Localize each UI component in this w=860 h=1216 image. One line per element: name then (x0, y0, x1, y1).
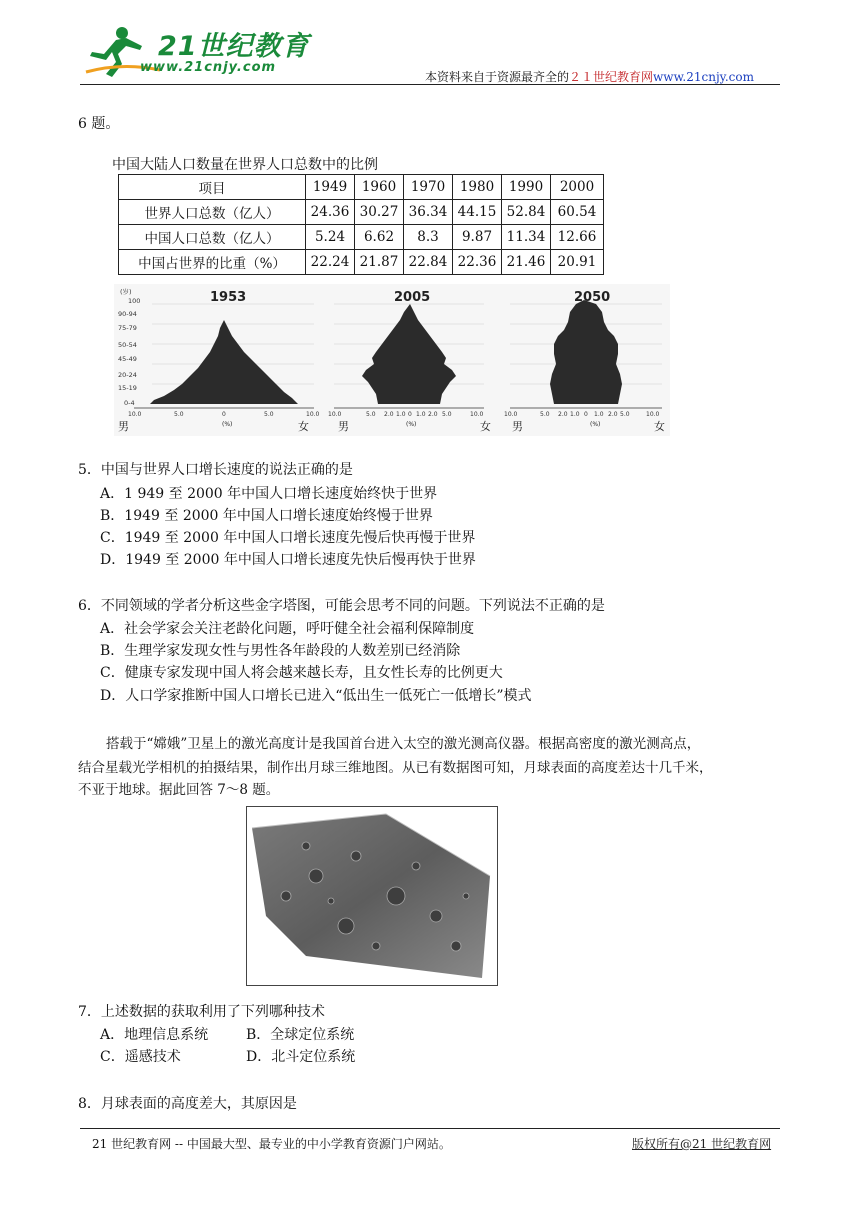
passage-line-3: 不亚于地球。据此回答 7～8 题。 (78, 782, 280, 798)
table-cell: 52.84 (502, 200, 551, 225)
q6-option-c[interactable]: C．健康专家发现中国人将会越来越长寿，且女性长寿的比例更大 (100, 665, 503, 681)
moon-3d-map-image (246, 806, 498, 986)
q7-stem: 7．上述数据的获取利用了下列哪种技术 (78, 1004, 325, 1020)
table-cell: 11.34 (502, 225, 551, 250)
population-pyramids (114, 284, 670, 436)
x-tick: 10.0 (646, 411, 660, 418)
pct-label: (%) (590, 421, 601, 428)
table-header-row (119, 175, 604, 200)
table-row-label: 世界人口总数（亿人） (119, 200, 306, 225)
age-label: 0-4 (124, 399, 135, 407)
table-row-label: 中国人口总数（亿人） (119, 225, 306, 250)
x-tick: 5.0 (620, 411, 630, 418)
header-source-prefix: 本资料来自于资源最齐全的 (425, 70, 570, 84)
x-tick: 10.0 (306, 411, 320, 418)
q5-option-a[interactable]: A．1 949 至 2000 年中国人口增长速度始终快于世界 (100, 486, 438, 502)
table-row (119, 200, 604, 225)
x-tick: 2.0 (428, 411, 438, 418)
age-label: 100 (128, 297, 141, 305)
x-tick: 2.0 (384, 411, 394, 418)
x-tick: 5.0 (264, 411, 274, 418)
passage-line-1: 搭载于“嫦娥”卫星上的激光高度计是我国首台进入太空的激光测高仪器。根据高密度的激光测高点， (106, 736, 701, 752)
table-cell: 20.91 (551, 250, 604, 275)
male-label: 男 (338, 420, 349, 433)
table-year: 2000 (551, 175, 604, 200)
male-label: 男 (118, 420, 129, 433)
q6-option-d[interactable]: D．人口学家推断中国人口增长已进入“低出生一低死亡一低增长”模式 (100, 688, 532, 704)
age-label: 90-94 (118, 310, 137, 318)
female-label: 女 (298, 420, 309, 433)
table-cell: 9.87 (453, 225, 502, 250)
age-unit-label: (岁) (120, 288, 132, 296)
table-cell: 44.15 (453, 200, 502, 225)
table-cell: 5.24 (306, 225, 355, 250)
table-cell: 60.54 (551, 200, 604, 225)
logo-wordmark: 21世纪教育 (158, 31, 310, 62)
intro-line: 6 题。 (78, 116, 120, 132)
x-tick: 1.0 (570, 411, 580, 418)
x-tick: 2.0 (558, 411, 568, 418)
table-cell: 30.27 (355, 200, 404, 225)
q5-stem: 5．中国与世界人口增长速度的说法正确的是 (78, 462, 353, 478)
x-tick: 0 (408, 411, 412, 418)
q7-option-a[interactable]: A．地理信息系统 (100, 1027, 209, 1043)
footer-copyright-link[interactable]: 版权所有@21 世纪教育网 (632, 1137, 772, 1151)
table-title: 中国大陆人口数量在世界人口总数中的比例 (112, 157, 378, 173)
table-cell: 36.34 (404, 200, 453, 225)
x-tick: 0 (222, 411, 226, 418)
pyramid-year: 2005 (394, 290, 431, 305)
x-tick: 1.0 (594, 411, 604, 418)
table-year: 1990 (502, 175, 551, 200)
table-cell: 12.66 (551, 225, 604, 250)
header-url[interactable]: www.21cnjy.com (653, 70, 754, 84)
male-label: 男 (512, 420, 523, 433)
female-label: 女 (480, 420, 491, 433)
passage-line-2: 结合星载光学相机的拍摄结果，制作出月球三维地图。从已有数据图可知，月球表面的高度差达十几千米， (78, 760, 713, 776)
q7-option-d[interactable]: D．北斗定位系统 (246, 1049, 356, 1065)
age-label: 50-54 (118, 341, 137, 349)
table-year: 1970 (404, 175, 453, 200)
table-cell: 8.3 (404, 225, 453, 250)
age-label: 75-79 (118, 324, 137, 332)
x-tick: 10.0 (128, 411, 142, 418)
q6-option-a[interactable]: A．社会学家会关注老龄化问题，呼吁健全社会福利保障制度 (100, 621, 475, 637)
header-brand[interactable]: ２１世纪教育网 (569, 70, 654, 84)
table-row (119, 225, 604, 250)
header-rule (80, 84, 780, 85)
x-tick: 10.0 (328, 411, 342, 418)
q6-stem: 6．不同领域的学者分析这些金字塔图，可能会思考不同的问题。下列说法不正确的是 (78, 598, 605, 614)
age-label: 45-49 (118, 355, 137, 363)
q5-option-c[interactable]: C．1949 至 2000 年中国人口增长速度先慢后快再慢于世界 (100, 530, 476, 546)
header-source (425, 68, 754, 85)
table-year: 1960 (355, 175, 404, 200)
pyramid-year: 1953 (210, 290, 247, 305)
age-label: 15-19 (118, 384, 137, 392)
q5-option-b[interactable]: B．1949 至 2000 年中国人口增长速度始终慢于世界 (100, 508, 433, 524)
pyramid-year: 2050 (574, 290, 611, 305)
x-tick: 2.0 (608, 411, 618, 418)
x-tick: 5.0 (540, 411, 550, 418)
logo-url: www.21cnjy.com (140, 60, 277, 75)
pct-label: (%) (406, 421, 417, 428)
table-year: 1949 (306, 175, 355, 200)
population-table (118, 174, 604, 275)
x-tick: 10.0 (504, 411, 518, 418)
pct-label: (%) (222, 421, 233, 428)
x-tick: 5.0 (366, 411, 376, 418)
x-tick: 10.0 (470, 411, 484, 418)
x-tick: 5.0 (174, 411, 184, 418)
table-cell: 22.24 (306, 250, 355, 275)
x-tick: 5.0 (442, 411, 452, 418)
table-cell: 24.36 (306, 200, 355, 225)
q5-option-d[interactable]: D．1949 至 2000 年中国人口增长速度先快后慢再快于世界 (100, 552, 476, 568)
q7-option-b[interactable]: B．全球定位系统 (246, 1027, 355, 1043)
q8-stem: 8．月球表面的高度差大，其原因是 (78, 1096, 297, 1112)
q6-option-b[interactable]: B．生理学家发现女性与男性各年龄段的人数差别已经消除 (100, 643, 461, 659)
table-row-label: 中国占世界的比重（%） (119, 250, 306, 275)
footer-left: 21 世纪教育网 -- 中国最大型、最专业的中小学教育资源门户网站。 (92, 1137, 451, 1151)
table-row (119, 250, 604, 275)
x-tick: 1.0 (416, 411, 426, 418)
x-tick: 0 (584, 411, 588, 418)
female-label: 女 (654, 420, 665, 433)
footer-rule (80, 1128, 780, 1129)
table-cell: 22.36 (453, 250, 502, 275)
table-year: 1980 (453, 175, 502, 200)
age-label: 20-24 (118, 371, 137, 379)
x-tick: 1.0 (396, 411, 406, 418)
q7-option-c[interactable]: C．遥感技术 (100, 1049, 181, 1065)
table-header-label: 项目 (119, 175, 306, 200)
table-cell: 22.84 (404, 250, 453, 275)
table-cell: 21.87 (355, 250, 404, 275)
table-cell: 6.62 (355, 225, 404, 250)
table-cell: 21.46 (502, 250, 551, 275)
